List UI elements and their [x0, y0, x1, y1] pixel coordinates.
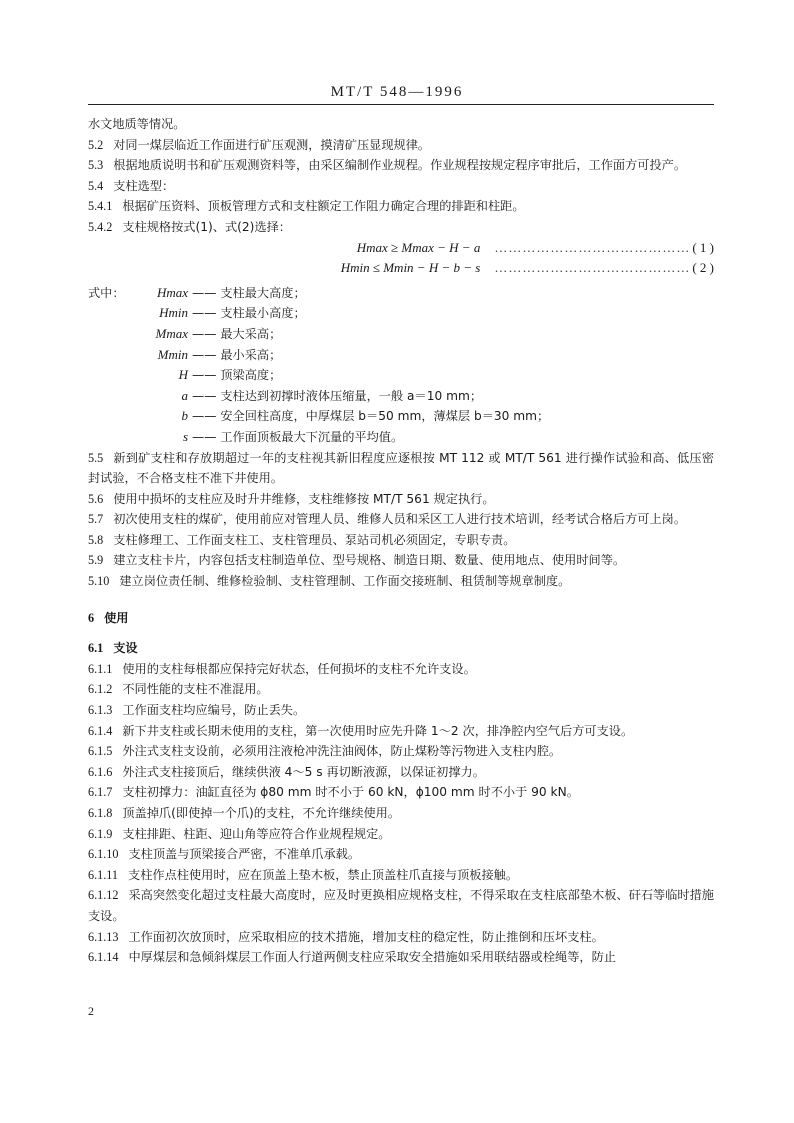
clause-number: 5.5 — [88, 450, 104, 465]
definition-dash: —— — [192, 429, 217, 444]
definition-text: 最大采高； — [220, 326, 282, 341]
formula-1 — [88, 238, 714, 259]
clause-6-1-13 — [88, 927, 714, 948]
clause-6-1-10 — [88, 844, 714, 865]
header-divider — [88, 104, 714, 105]
clause-5-8 — [88, 530, 714, 551]
clause-number: 6.1.12 — [88, 888, 119, 903]
definition-text: 支柱最小高度； — [220, 306, 306, 321]
clause-text: 工作面初次放顶时，应采取相应的技术措施，增加支柱的稳定性，防止推倒和压坏支柱。 — [128, 929, 604, 944]
definition-text: 支柱达到初撑时液体压缩量，一般 a＝10 mm； — [220, 388, 483, 403]
clause-6-1-3 — [88, 700, 714, 721]
clause-text: 支柱作点柱使用时，应在顶盖上垫木板，禁止顶盖柱爪直接与顶板接触。 — [128, 867, 519, 882]
formula-expr: Hmax ≥ Mmax − H − a — [356, 239, 481, 255]
clause-text: 顶盖掉爪(即使掉一个爪)的支柱，不允许继续使用。 — [122, 806, 401, 820]
definition-text: 工作面顶板最大下沉量的平均值。 — [220, 429, 404, 444]
section-6-number: 6 — [88, 610, 95, 625]
definitions-intro — [88, 324, 128, 345]
symbol-definition — [88, 386, 714, 407]
clause-text: 使用中损坏的支柱应及时升井维修，支柱维修按 MT/T 561 规定执行。 — [113, 491, 495, 506]
clause-number: 5.6 — [88, 491, 104, 506]
definition-dash: —— — [192, 306, 217, 321]
definitions-intro — [88, 365, 128, 386]
clause-text: 支柱排距、柱距、迎山角等应符合作业规程规定。 — [122, 826, 391, 841]
symbol: Mmin — [157, 346, 188, 362]
symbol-definition — [88, 365, 714, 386]
clause-6-1-11 — [88, 865, 714, 886]
definitions-intro — [88, 386, 128, 407]
subsection-6-1-number: 6.1 — [88, 641, 104, 656]
symbol: Mmax — [155, 325, 188, 341]
clause-number: 6.1.2 — [88, 682, 113, 697]
definitions-intro — [88, 345, 128, 366]
clause-6-1-12 — [88, 885, 714, 926]
clause-6-1-6 — [88, 762, 714, 783]
clause-text: 支柱规格按式(1)、式(2)选择： — [122, 219, 291, 234]
symbol-definition — [88, 345, 714, 366]
symbol-definition — [88, 283, 714, 304]
clause-text: 新下井支柱或长期未使用的支柱，第一次使用时应先升降 1～2 次，排净腔内空气后方可支设。 — [122, 723, 634, 738]
formula-2 — [88, 258, 714, 279]
clause-text: 对同一煤层临近工作面进行矿压观测，摸清矿压显现规律。 — [113, 137, 431, 152]
definition-text: 最小采高； — [220, 347, 282, 362]
formula-tag: ( 2 ) — [692, 260, 714, 276]
definitions-intro — [88, 406, 128, 427]
intro-line: 水文地质等情况。 — [88, 117, 186, 131]
clause-text: 支柱选型： — [113, 178, 175, 193]
symbol: a — [181, 387, 188, 403]
clause-6-1-1 — [88, 659, 714, 680]
clause-number: 5.4.1 — [88, 199, 113, 214]
symbol-definition — [88, 324, 714, 345]
definition-text: 安全回柱高度，中厚煤层 b＝50 mm，薄煤层 b＝30 mm； — [220, 409, 550, 424]
definitions-intro — [88, 427, 128, 448]
clause-number: 5.4 — [88, 178, 104, 193]
symbol: Hmax — [156, 284, 188, 300]
clause-number: 5.3 — [88, 158, 104, 173]
clause-5-4-1 — [88, 196, 714, 217]
clause-6-1-4 — [88, 721, 714, 742]
clause-list-5a — [88, 135, 714, 238]
clause-5-9 — [88, 550, 714, 571]
clause-5-2 — [88, 135, 714, 156]
definition-dash: —— — [192, 347, 217, 362]
clause-text: 新到矿支柱和存放期超过一年的支柱视其新旧程度应逐根按 MT 112 或 MT/T 561 进行操作试验和高、低压密封试验，不合格支柱不准下井使用。 — [88, 450, 714, 486]
clause-number: 6.1.13 — [88, 929, 119, 944]
clause-6-1-8 — [88, 803, 714, 824]
clause-number: 6.1.5 — [88, 744, 113, 759]
symbol-definition — [88, 427, 714, 448]
formula-tag: ( 1 ) — [692, 239, 714, 255]
clause-text: 不同性能的支柱不准混用。 — [122, 682, 269, 697]
clause-text: 建立支柱卡片，内容包括支柱制造单位、型号规格、制造日期、数量、使用地点、使用时间等。 — [113, 553, 626, 568]
section-6-heading — [88, 608, 714, 629]
formula-expr: Hmin ≤ Mmin − H − b − s — [340, 260, 481, 276]
clause-5-7 — [88, 509, 714, 530]
clause-6-1-7 — [88, 782, 714, 803]
clause-text: 支柱初撑力：油缸直径为 ϕ80 mm 时不小于 60 kN，ϕ100 mm 时不小于 90 kN。 — [122, 785, 579, 800]
clause-6-1-2 — [88, 679, 714, 700]
subsection-6-1-title: 支设 — [113, 641, 138, 656]
clause-number: 6.1.9 — [88, 826, 113, 841]
clause-number: 6.1.7 — [88, 785, 113, 800]
definition-dash: —— — [192, 326, 217, 341]
symbol-definition — [88, 406, 714, 427]
clause-text: 外注式支柱接顶后，继续供液 4～5 s 再切断液源，以保证初撑力。 — [122, 764, 485, 779]
clause-number: 6.1.3 — [88, 703, 113, 718]
clause-5-4-2 — [88, 217, 714, 238]
symbol: Hmin — [159, 305, 188, 321]
clause-number: 5.7 — [88, 512, 104, 527]
standard-header: MT/T 548—1996 — [330, 84, 464, 100]
definition-dash: —— — [192, 388, 217, 403]
symbol-definition — [88, 303, 714, 324]
subsection-6-1-heading — [88, 638, 714, 659]
clause-number: 6.1.6 — [88, 764, 113, 779]
definition-text: 支柱最大高度； — [220, 285, 306, 300]
section-6-title: 使用 — [104, 610, 129, 625]
clause-number: 6.1.14 — [88, 950, 119, 965]
clause-text: 初次使用支柱的煤矿，使用前应对管理人员、维修人员和采区工人进行技术培训，经考试合格后方可上岗。 — [113, 512, 687, 527]
clause-number: 6.1.8 — [88, 806, 113, 820]
clause-list-6-1 — [88, 659, 714, 968]
symbol-definitions — [88, 283, 714, 448]
clause-number: 5.9 — [88, 553, 104, 568]
formula-list — [88, 238, 714, 279]
definition-dash: —— — [192, 368, 217, 383]
definition-dash: —— — [192, 409, 217, 424]
clause-text: 根据矿压资料、顶板管理方式和支柱额定工作阻力确定合理的排距和柱距。 — [122, 199, 525, 214]
symbol: H — [178, 367, 188, 383]
definition-text: 顶梁高度； — [220, 368, 282, 383]
clause-number: 6.1.11 — [88, 867, 119, 882]
page-number: 2 — [88, 1004, 94, 1018]
clause-5-4 — [88, 176, 714, 197]
formula-dots: …………………………………… — [494, 239, 691, 255]
clause-number: 5.2 — [88, 137, 104, 152]
clause-number: 5.4.2 — [88, 219, 113, 234]
definition-dash: —— — [192, 285, 217, 300]
clause-5-5 — [88, 448, 714, 489]
clause-text: 支柱修理工、工作面支柱工、支柱管理员、泵站司机必须固定，专职专责。 — [113, 532, 516, 547]
clause-text: 建立岗位责任制、维修检验制、支柱管理制、工作面交接班制、租赁制等规章制度。 — [119, 574, 571, 589]
definitions-intro — [88, 303, 128, 324]
clause-text: 支柱顶盖与顶梁接合严密，不准单爪承载。 — [128, 847, 361, 862]
clause-list-5b — [88, 448, 714, 592]
clause-number: 6.1.1 — [88, 661, 113, 676]
clause-5-6 — [88, 489, 714, 510]
clause-text: 根据地质说明书和矿压观测资料等，由采区编制作业规程。作业规程按规定程序审批后，工作面方可投产。 — [113, 158, 687, 173]
definitions-intro: 式中： — [88, 285, 125, 300]
clause-6-1-14 — [88, 947, 714, 968]
clause-number: 6.1.10 — [88, 847, 119, 862]
clause-number: 6.1.4 — [88, 723, 113, 738]
clause-text: 采高突然变化超过支柱最大高度时，应及时更换相应规格支柱，不得采取在支柱底部垫木板、矸石等临时措施支设。 — [88, 888, 714, 923]
clause-5-10 — [88, 571, 714, 592]
clause-number: 5.10 — [88, 574, 110, 589]
formula-dots: …………………………………… — [494, 260, 691, 276]
symbol: s — [182, 428, 188, 444]
clause-6-1-9 — [88, 824, 714, 845]
symbol: b — [181, 408, 188, 424]
clause-number: 5.8 — [88, 532, 104, 547]
clause-text: 中厚煤层和急倾斜煤层工作面人行道两侧支柱应采取安全措施如采用联结器或栓绳等，防止 — [128, 950, 616, 965]
clause-text: 使用的支柱每根都应保持完好状态，任何损坏的支柱不允许支设。 — [122, 661, 476, 676]
clause-text: 外注式支柱支设前，必须用注液枪冲洗注油阀体，防止煤粉等污物进入支柱内腔。 — [122, 744, 562, 759]
document-body — [88, 114, 714, 968]
clause-text: 工作面支柱均应编号，防止丢失。 — [122, 703, 306, 718]
clause-5-3 — [88, 155, 714, 176]
clause-6-1-5 — [88, 741, 714, 762]
